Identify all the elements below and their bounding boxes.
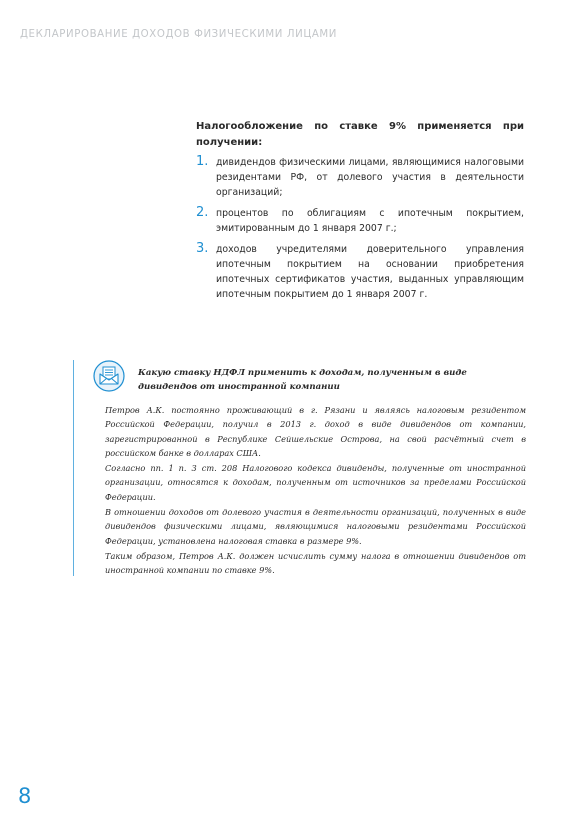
main-section xyxy=(196,119,524,308)
list-item-text: дивидендов физическими лицами, являющимися налоговыми резидентами РФ, от долевого участия в деятельности организаций; xyxy=(216,157,524,198)
list-item xyxy=(196,206,524,236)
rate-list xyxy=(196,155,524,302)
example-case-box xyxy=(73,360,526,576)
envelope-document-icon xyxy=(93,360,125,392)
case-body xyxy=(105,403,526,579)
case-question-title: Какую ставку НДФЛ применить к доходам, полученным в виде дивидендов от иностранной компании xyxy=(138,368,467,392)
case-paragraph: Согласно пп. 1 п. 3 ст. 208 Налогового кодекса дивиденды, полученные от иностранной организации, относятся к доходам, полученным от источников за пределами Российской Федерации. xyxy=(105,463,526,502)
section-heading: Налогообложение по ставке 9% применяется при получении: xyxy=(196,121,524,148)
list-item-number: 3. xyxy=(196,241,209,256)
running-header: ДЕКЛАРИРОВАНИЕ ДОХОДОВ ФИЗИЧЕСКИМИ ЛИЦАМИ xyxy=(20,29,338,40)
case-paragraph: Петров А.К. постоянно проживающий в г. Рязани и являясь налоговым резидентом Российской Федерации, получил в 2013 г. доход в виде дивидендов от компании, зарегистрированной в Республике Сейшельские Острова, на свой расчётный счет в российском банке в долларах США. xyxy=(105,405,526,458)
list-item-text: доходов учредителями доверительного управления ипотечным покрытием на основании приобретения ипотечных сертификатов участия, выданных управляющим ипотечным покрытием до 1 января 2007 г. xyxy=(216,244,524,300)
list-item-number: 2. xyxy=(196,205,209,220)
list-item xyxy=(196,155,524,200)
list-item-text: процентов по облигациям с ипотечным покрытием, эмитированным до 1 января 2007 г.; xyxy=(216,208,524,234)
case-paragraph: В отношении доходов от долевого участия в деятельности организаций, полученных в виде дивидендов физическими лицами, являющимися налоговыми резидентами Российской Федерации, установлена налоговая ставка в размере 9%. xyxy=(105,507,526,546)
case-paragraph: Таким образом, Петров А.К. должен исчислить сумму налога в отношении дивидендов от иностранной компании по ставке 9%. xyxy=(105,550,526,576)
list-item-number: 1. xyxy=(196,154,209,169)
list-item xyxy=(196,242,524,302)
page-number: 8 xyxy=(18,784,32,808)
